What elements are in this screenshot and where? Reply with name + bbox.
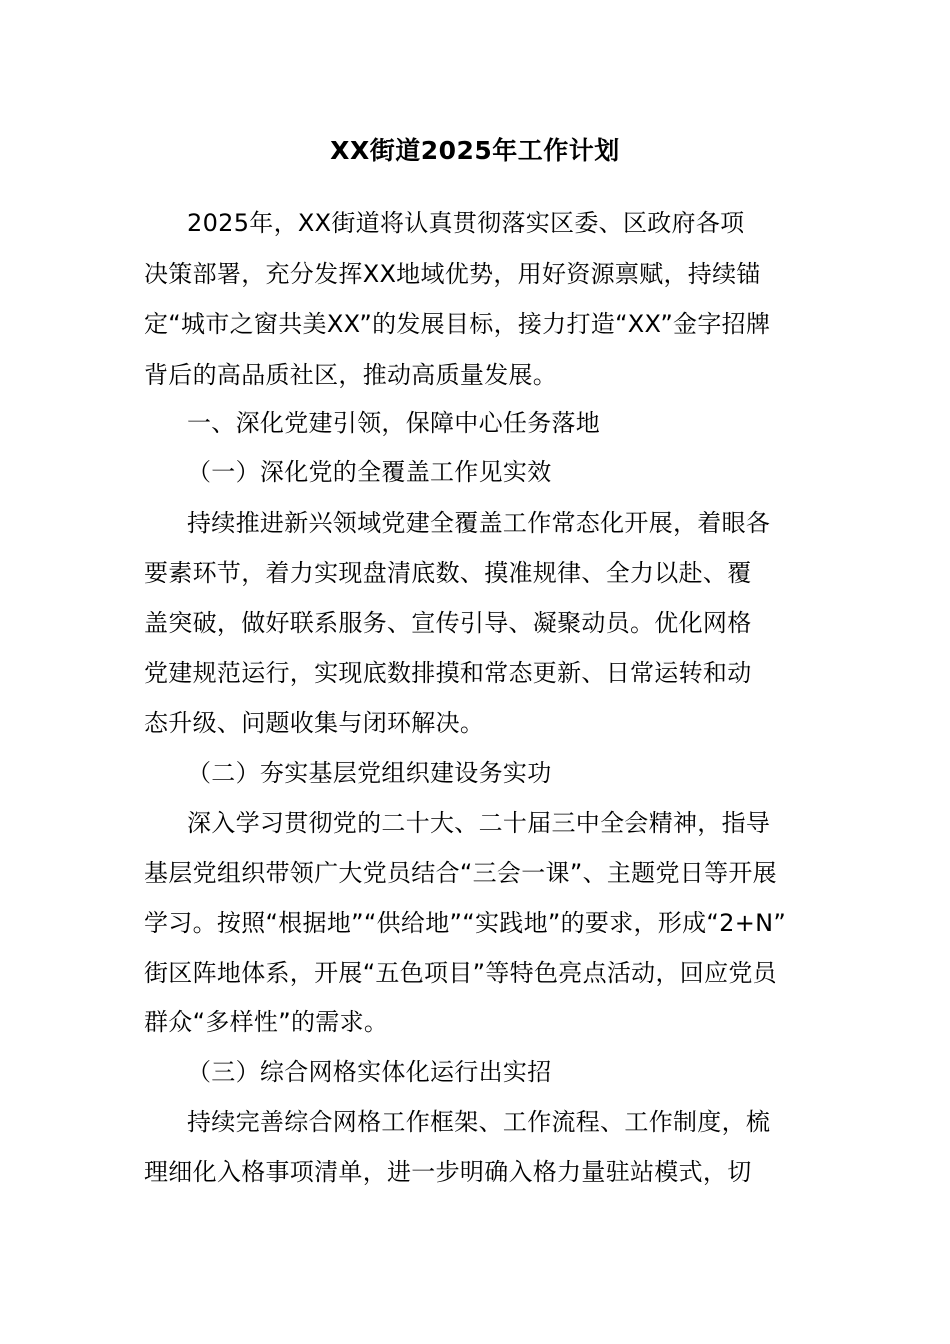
intro-line: 2025年，XX街道将认真贯彻落实区委、区政府各项 (187, 209, 745, 237)
body-line: 持续完善综合网格工作框架、工作流程、工作制度，梳 (187, 1108, 771, 1136)
document-title: XX街道2025年工作计划 (330, 136, 620, 165)
body-line: 理细化入格事项清单，进一步明确入格力量驻站模式，切 (144, 1158, 752, 1186)
subsection-heading-2: （二）夯实基层党组织建设务实功 (187, 759, 552, 787)
body-line: 党建规范运行，实现底数排摸和常态更新、日常运转和动 (144, 659, 752, 687)
section-heading-1: 一、深化党建引领，保障中心任务落地 (187, 409, 601, 437)
body-line: 群众“多样性”的需求。 (144, 1008, 389, 1036)
intro-line: 定“城市之窗共美XX”的发展目标，接力打造“XX”金字招牌 (144, 310, 771, 338)
intro-line: 决策部署，充分发挥XX地域优势，用好资源禀赋，持续锚 (144, 260, 761, 288)
body-line: 要素环节，着力实现盘清底数、摸准规律、全力以赴、覆 (144, 559, 752, 587)
body-line: 态升级、问题收集与闭环解决。 (144, 709, 485, 737)
body-line: 盖突破，做好联系服务、宣传引导、凝聚动员。优化网格 (144, 609, 752, 637)
body-line: 深入学习贯彻党的二十大、二十届三中全会精神，指导 (187, 809, 771, 837)
intro-line: 背后的高品质社区，推动高质量发展。 (144, 361, 558, 389)
body-line: 学习。按照“根据地”“供给地”“实践地”的要求，形成“2+N” (144, 909, 787, 937)
body-line: 持续推进新兴领域党建全覆盖工作常态化开展，着眼各 (187, 509, 771, 537)
subsection-heading-3: （三）综合网格实体化运行出实招 (187, 1058, 552, 1086)
body-line: 街区阵地体系，开展“五色项目”等特色亮点活动，回应党员 (144, 959, 777, 987)
body-line: 基层党组织带领广大党员结合“三会一课”、主题党日等开展 (144, 859, 777, 887)
subsection-heading-1: （一）深化党的全覆盖工作见实效 (187, 458, 552, 486)
